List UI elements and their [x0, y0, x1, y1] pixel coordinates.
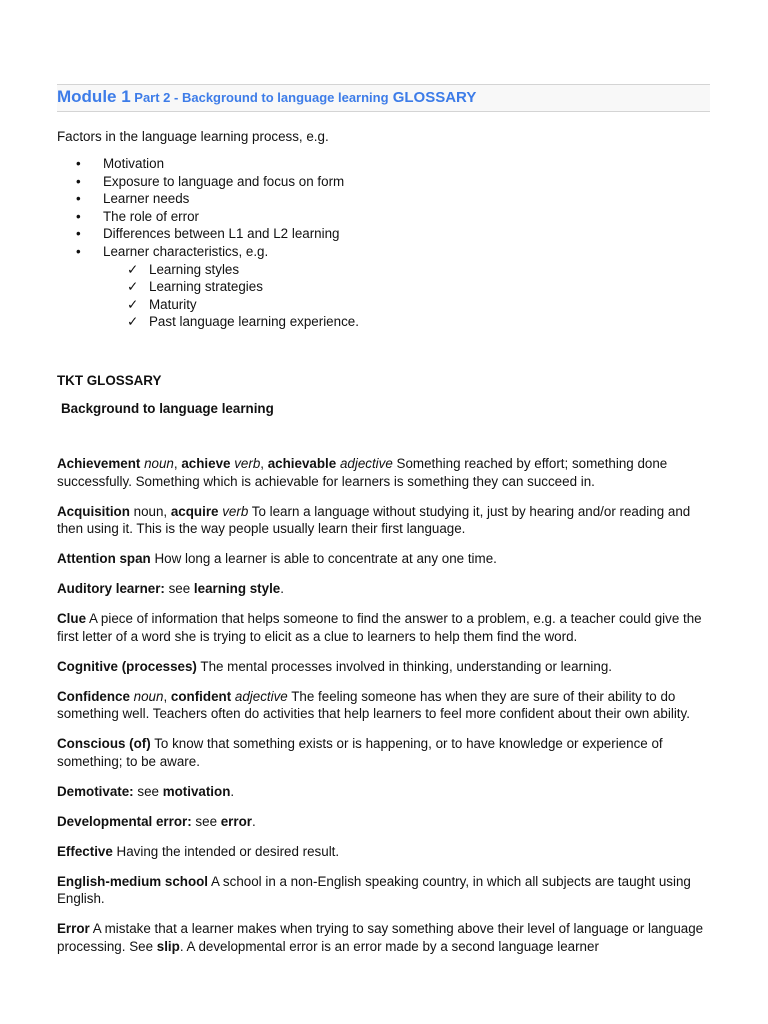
list-item: [57, 173, 710, 191]
definition-text: . A developmental error is an error made by a second language learner: [179, 938, 599, 954]
part-of-speech: adjective: [234, 688, 288, 704]
glossary-term: Confidence: [57, 688, 130, 704]
glossary-term: slip: [156, 938, 180, 954]
checkmark-icon: ✓: [127, 314, 139, 330]
glossary-term: Error: [57, 921, 90, 937]
glossary-entries: [57, 455, 710, 956]
glossary-entry: [57, 735, 710, 770]
bullet-icon: •: [76, 191, 81, 207]
glossary-entry: [57, 813, 710, 831]
checkmark-icon: ✓: [127, 261, 139, 277]
glossary-term: Conscious (of): [57, 736, 151, 752]
definition-text: A piece of information that helps someone to find the answer to a problem, e.g. a teacher could give the first letter of a word she is trying to elicit as a clue to learners to help them find the word.: [57, 611, 702, 644]
glossary-entry: [57, 873, 710, 908]
checkmark-icon: ✓: [127, 279, 139, 295]
glossary-term: Demotivate:: [57, 783, 134, 799]
bullet-icon: •: [76, 226, 81, 242]
definition-text: How long a learner is able to concentrate at any one time.: [150, 551, 497, 567]
glossary-entry: [57, 783, 710, 801]
list-item-label: Learning strategies: [149, 279, 263, 295]
list-item: [57, 313, 710, 331]
glossary-term: acquire: [170, 503, 219, 519]
glossary-term: Cognitive (processes): [57, 658, 197, 674]
list-item: [57, 190, 710, 208]
bullet-icon: •: [76, 208, 81, 224]
definition-text: A mistake that a learner makes when trying to say something above their level of language or language processing. See: [57, 921, 704, 954]
list-item: [57, 155, 710, 173]
glossary-term: confident: [170, 688, 232, 704]
glossary-term: achievable: [267, 455, 337, 471]
definition-text: ,: [173, 455, 182, 471]
glossary-entry: [57, 455, 710, 490]
definition-text: ,: [163, 688, 171, 704]
section-title: TKT GLOSSARY: [57, 372, 162, 388]
list-item-label: Motivation: [103, 156, 165, 171]
glossary-term: Achievement: [57, 455, 141, 471]
list-item-label: Exposure to language and focus on form: [103, 173, 345, 189]
learner-characteristics-list: [57, 261, 710, 331]
checkmark-icon: ✓: [127, 296, 139, 312]
glossary-term: learning style: [193, 581, 281, 597]
list-item: [57, 261, 710, 279]
module-header: [57, 84, 710, 112]
glossary-entry: [57, 550, 710, 568]
definition-text: .: [252, 813, 256, 829]
definition-text: noun,: [129, 503, 171, 519]
part-of-speech: adjective: [339, 455, 393, 471]
part-of-speech: noun: [133, 688, 164, 704]
list-item-label: Learner characteristics, e.g.: [103, 243, 269, 259]
list-item: [57, 243, 710, 261]
section-subtitle: Background to language learning: [61, 400, 274, 416]
glossary-term: Attention span: [57, 551, 151, 567]
list-item-label: The role of error: [103, 208, 200, 224]
definition-text: A school in a non-English speaking country, in which all subjects are taught using English.: [57, 873, 691, 907]
list-item: [57, 225, 710, 243]
definition-text: see: [164, 581, 194, 597]
glossary-entry: [57, 688, 710, 723]
definition-text: .: [280, 581, 284, 597]
glossary-term: achieve: [181, 455, 231, 471]
list-item-label: Past language learning experience.: [149, 314, 359, 330]
glossary-entry: [57, 610, 710, 645]
glossary-entry: [57, 920, 710, 955]
definition-text: To learn a language without studying it, just by hearing and/or reading and then using it. This is the way people usually learn their first language.: [57, 503, 691, 537]
part-of-speech: noun: [144, 455, 174, 471]
part-of-speech: verb: [222, 503, 249, 519]
glossary-term: error: [220, 813, 252, 829]
glossary-entry: [57, 503, 710, 538]
bullet-icon: •: [76, 243, 81, 259]
definition-text: The mental processes involved in thinking, understanding or learning.: [196, 658, 613, 674]
list-item: [57, 296, 710, 314]
definition-text: ,: [260, 455, 268, 471]
list-item-label: Learner needs: [103, 191, 190, 207]
list-item-label: Maturity: [149, 296, 197, 312]
glossary-entry: [57, 580, 710, 598]
definition-text: The feeling someone has when they are sure of their ability to do something well. Teachers often do activities that help learners to feel more confident about their own ability.: [57, 688, 690, 722]
glossary-label: GLOSSARY: [388, 89, 477, 106]
list-item: [57, 208, 710, 226]
document-page: [57, 84, 710, 968]
definition-text: .: [230, 783, 235, 799]
intro-text: Factors in the language learning process, e.g.: [57, 129, 329, 144]
bullet-icon: •: [76, 173, 81, 189]
glossary-term: Clue: [57, 611, 87, 627]
part-of-speech: verb: [234, 455, 261, 471]
glossary-term: Developmental error:: [57, 813, 192, 829]
definition-text: see: [133, 783, 163, 799]
factors-list: [57, 155, 710, 261]
part-label: Part 2 - Background to language learning: [130, 90, 389, 105]
bullet-icon: •: [76, 156, 81, 171]
glossary-term: Acquisition: [57, 503, 130, 519]
glossary-term: Effective: [57, 843, 113, 859]
list-item-label: Differences between L1 and L2 learning: [103, 226, 340, 242]
definition-text: see: [191, 813, 221, 829]
definition-text: Something reached by effort; something done successfully. Something which is achievable for learners is something they can succeed in.: [57, 455, 668, 489]
definition-text: To know that something exists or is happening, or to have knowledge or experience of something; to be aware.: [57, 736, 663, 769]
definition-text: Having the intended or desired result.: [112, 843, 340, 859]
list-item-label: Learning styles: [149, 261, 240, 277]
glossary-term: English-medium school: [57, 873, 209, 889]
list-item: [57, 278, 710, 296]
glossary-term: motivation: [162, 783, 231, 799]
module-label: Module 1: [57, 87, 131, 106]
glossary-entry: [57, 658, 710, 676]
glossary-term: Auditory learner:: [57, 581, 165, 597]
glossary-entry: [57, 843, 710, 861]
